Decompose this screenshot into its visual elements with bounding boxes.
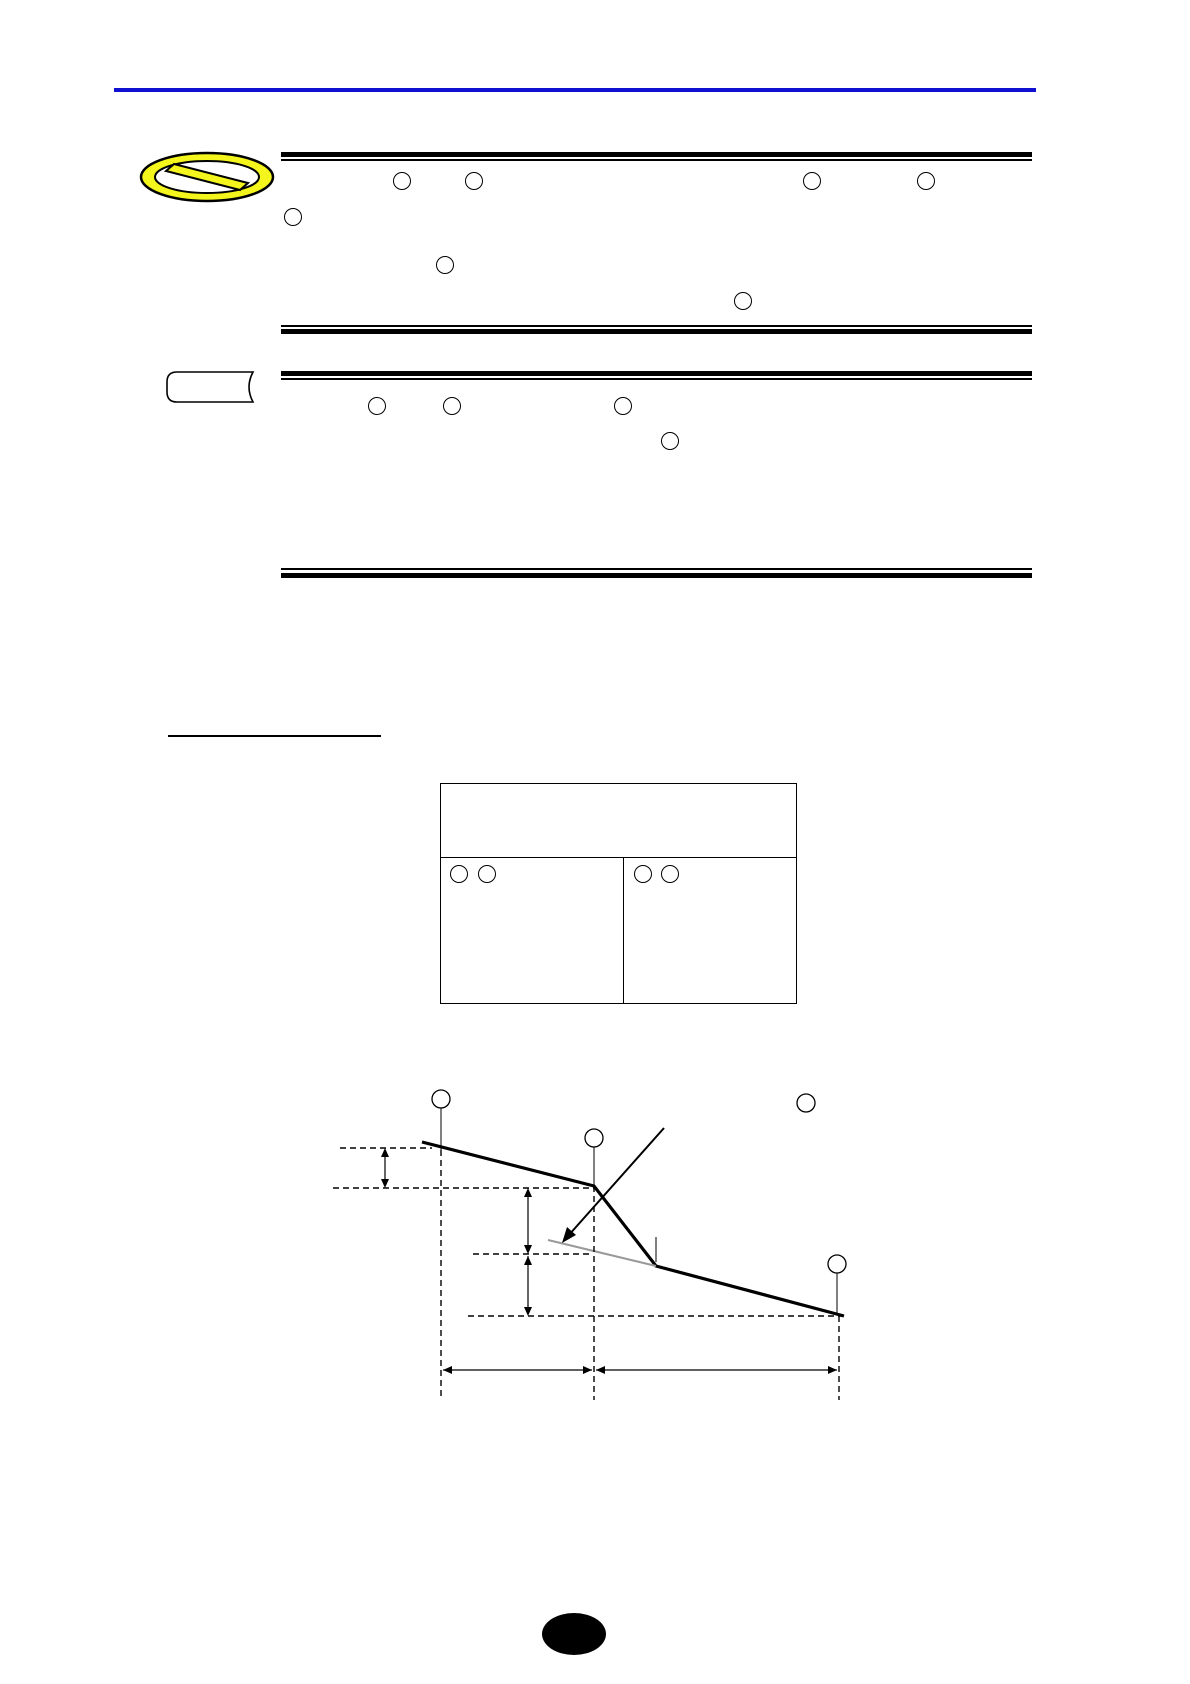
caution-bottom-rule-thin [281,325,1032,327]
circled-marker [734,292,752,310]
note-top-rule-thin [281,378,1032,380]
header-rule [114,88,1036,92]
circled-marker [478,865,496,883]
circled-marker [443,397,461,415]
circled-marker [917,172,935,190]
circled-marker [393,172,411,190]
circled-marker [828,1255,846,1273]
circled-marker [432,1090,450,1108]
memo-tab-icon [165,370,260,404]
waveform-diagram [300,1080,860,1400]
caution-bottom-rule [281,329,1032,334]
circled-marker [284,208,302,226]
circled-marker [368,397,386,415]
circled-marker [614,397,632,415]
caution-top-rule-thin [281,159,1032,161]
circled-marker [803,172,821,190]
note-bottom-rule-thin [281,568,1032,570]
circled-marker [450,865,468,883]
note-top-rule [281,371,1032,376]
table-column-divider [623,857,624,1003]
circled-marker [661,432,679,450]
info-table [440,783,797,1004]
circled-marker [465,172,483,190]
table-header-divider [441,857,796,858]
circled-marker [634,865,652,883]
page-number-badge [542,1613,606,1655]
waveform-trace [422,1142,844,1316]
note-bottom-rule [281,573,1032,578]
section-heading-underline [168,735,381,737]
circled-marker [661,865,679,883]
caution-top-rule [281,152,1032,157]
circled-marker [585,1129,603,1147]
no-entry-icon [138,150,276,204]
circled-marker [797,1094,815,1112]
circled-marker [436,256,454,274]
